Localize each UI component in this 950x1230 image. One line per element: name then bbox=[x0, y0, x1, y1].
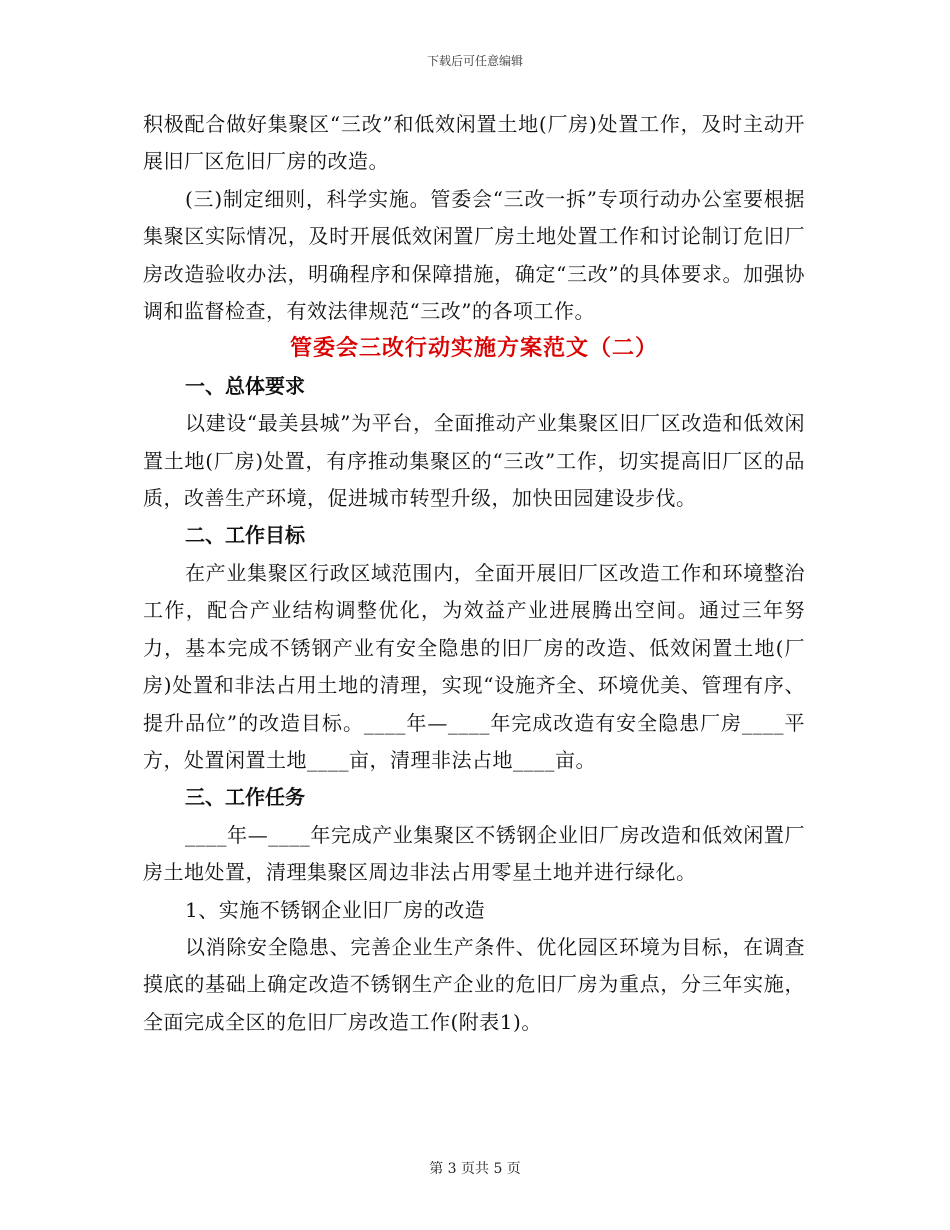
section-title: 管委会三改行动实施方案范文（二） bbox=[289, 335, 658, 362]
heading-work-tasks: 三、工作任务 bbox=[185, 785, 305, 810]
document-body bbox=[143, 106, 805, 1041]
heading-general-requirements: 一、总体要求 bbox=[185, 373, 305, 398]
page-header: 下载后可任意编辑 bbox=[426, 54, 523, 68]
paragraph-regulations: (三)制定细则，科学实施。管委会“三改一拆”专项行动办公室要根据集聚区实际情况，及时开展低效闲置厂房土地处置工作和讨论制订危旧厂房改造验收办法，明确程序和保障措施，确定“三改”的具体要求。加强协调和监督检查，有效法律规范“三改”的各项工作。 bbox=[143, 186, 805, 324]
page-number: 第 3 页共 5 页 bbox=[429, 1161, 521, 1177]
paragraph-renovation: 以消除安全隐患、完善企业生产条件、优化园区环境为目标，在调查摸底的基础上确定改造不锈钢生产企业的危旧厂房为重点，分三年实施，全面完成全区的危旧厂房改造工作(附表1)。 bbox=[143, 934, 805, 1034]
paragraph-work-goals: 在产业集聚区行政区域范围内，全面开展旧厂区改造工作和环境整治工作，配合产业结构调整优化，为效益产业进展腾出空间。通过三年努力，基本完成不锈钢产业有安全隐患的旧厂房的改造、低效闲置土地(厂房)处置和非法占用土地的清理，实现“设施齐全、环境优美、管理有序、提升品位”的改造目标。____年—____年完成改造有安全隐患厂房____平方，处置闲置土地____亩，清理非法占地____亩。 bbox=[143, 560, 805, 772]
subheading-renovation: 1、实施不锈钢企业旧厂房的改造 bbox=[185, 897, 486, 922]
paragraph-general-requirements: 以建设“最美县城”为平台，全面推动产业集聚区旧厂区改造和低效闲置土地(厂房)处置，有序推动集聚区的“三改”工作，切实提高旧厂区的品质，改善生产环境，促进城市转型升级，加快田园建设步伐。 bbox=[143, 411, 805, 511]
heading-work-goals: 二、工作目标 bbox=[185, 523, 305, 548]
paragraph-continuation: 积极配合做好集聚区“三改”和低效闲置土地(厂房)处置工作，及时主动开展旧厂区危旧厂房的改造。 bbox=[143, 112, 805, 174]
paragraph-work-tasks: ____年—____年完成产业集聚区不锈钢企业旧厂房改造和低效闲置厂房土地处置，清理集聚区周边非法占用零星土地并进行绿化。 bbox=[143, 822, 805, 885]
